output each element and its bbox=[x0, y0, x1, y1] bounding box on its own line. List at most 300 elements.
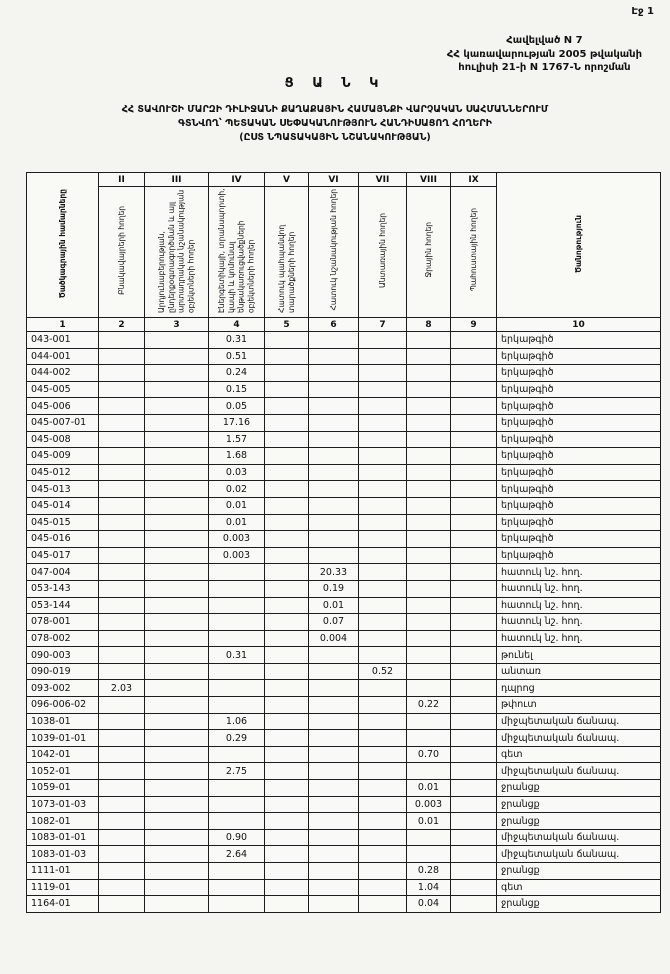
cell-note: երկաթգիծ bbox=[497, 348, 661, 365]
cell-area-value bbox=[309, 365, 359, 382]
cell-area-value bbox=[309, 481, 359, 498]
cell-area-value: 0.01 bbox=[309, 597, 359, 614]
header-romans-row bbox=[27, 173, 661, 187]
cell-area-value bbox=[265, 580, 309, 597]
cell-area-value bbox=[309, 464, 359, 481]
cell-area-value bbox=[99, 663, 145, 680]
cell-note: միջպետական ճանապ. bbox=[497, 713, 661, 730]
cell-area-value bbox=[359, 813, 407, 830]
cell-area-value bbox=[145, 564, 209, 581]
cell-area-value bbox=[209, 746, 265, 763]
cell-area-value bbox=[359, 763, 407, 780]
cell-area-value bbox=[309, 348, 359, 365]
cell-area-value bbox=[265, 879, 309, 896]
table-row bbox=[27, 398, 661, 415]
cell-area-value bbox=[265, 497, 309, 514]
table-row bbox=[27, 863, 661, 880]
cell-area-value bbox=[145, 365, 209, 382]
cell-parcel-code: 1111-01 bbox=[27, 863, 99, 880]
column-number-9: 9 bbox=[451, 318, 497, 332]
cell-area-value bbox=[209, 796, 265, 813]
cell-area-value: 2.03 bbox=[99, 680, 145, 697]
cell-area-value: 0.90 bbox=[209, 829, 265, 846]
cell-parcel-code: 078-001 bbox=[27, 614, 99, 631]
table-row bbox=[27, 514, 661, 531]
cell-note: երկաթգիծ bbox=[497, 448, 661, 465]
cell-area-value bbox=[209, 879, 265, 896]
cell-area-value bbox=[265, 547, 309, 564]
cell-area-value bbox=[99, 365, 145, 382]
cell-area-value: 1.57 bbox=[209, 431, 265, 448]
column-label-protected: Հատուկ պահպանվող տարածքների հողեր bbox=[276, 224, 296, 313]
cell-parcel-code: 045-012 bbox=[27, 464, 99, 481]
cell-area-value bbox=[407, 829, 451, 846]
cell-area-value bbox=[145, 580, 209, 597]
annex-line-1: Հավելված N 7 bbox=[506, 35, 583, 46]
cell-note: գետ bbox=[497, 746, 661, 763]
cell-area-value bbox=[265, 713, 309, 730]
cell-area-value bbox=[451, 813, 497, 830]
cell-area-value bbox=[265, 365, 309, 382]
cell-area-value bbox=[407, 497, 451, 514]
cell-note: միջպետական ճանապ. bbox=[497, 846, 661, 863]
cell-area-value bbox=[359, 879, 407, 896]
cell-area-value bbox=[145, 464, 209, 481]
cell-area-value: 0.003 bbox=[407, 796, 451, 813]
cell-area-value bbox=[407, 564, 451, 581]
table-row bbox=[27, 846, 661, 863]
cell-area-value bbox=[359, 547, 407, 564]
cell-area-value bbox=[309, 896, 359, 913]
table-row bbox=[27, 597, 661, 614]
cell-area-value bbox=[309, 448, 359, 465]
column-roman-ii: II bbox=[99, 173, 145, 187]
table-row bbox=[27, 431, 661, 448]
column-number-8: 8 bbox=[407, 318, 451, 332]
cell-area-value bbox=[265, 896, 309, 913]
cell-area-value: 0.15 bbox=[209, 381, 265, 398]
cell-area-value bbox=[145, 879, 209, 896]
cell-area-value bbox=[359, 796, 407, 813]
cell-area-value bbox=[145, 763, 209, 780]
cell-area-value bbox=[309, 531, 359, 548]
cell-area-value bbox=[145, 780, 209, 797]
cell-area-value bbox=[265, 663, 309, 680]
cell-area-value bbox=[309, 398, 359, 415]
table-row bbox=[27, 497, 661, 514]
cell-area-value bbox=[265, 647, 309, 664]
cell-area-value bbox=[145, 730, 209, 747]
cell-area-value bbox=[99, 580, 145, 597]
cell-parcel-code: 1038-01 bbox=[27, 713, 99, 730]
cell-area-value bbox=[99, 514, 145, 531]
cell-area-value bbox=[407, 332, 451, 349]
cell-area-value bbox=[309, 796, 359, 813]
cell-area-value bbox=[99, 763, 145, 780]
cell-area-value bbox=[265, 863, 309, 880]
cell-area-value bbox=[145, 381, 209, 398]
cell-area-value bbox=[407, 846, 451, 863]
cell-parcel-code: 045-005 bbox=[27, 381, 99, 398]
cell-area-value bbox=[407, 663, 451, 680]
cell-area-value bbox=[359, 398, 407, 415]
column-roman-vi: VI bbox=[309, 173, 359, 187]
cell-area-value bbox=[145, 514, 209, 531]
annex-reference bbox=[447, 34, 642, 75]
cell-area-value bbox=[407, 597, 451, 614]
cell-area-value bbox=[265, 332, 309, 349]
cell-parcel-code: 045-013 bbox=[27, 481, 99, 498]
cell-area-value bbox=[99, 564, 145, 581]
cell-area-value bbox=[451, 896, 497, 913]
cell-parcel-code: 1042-01 bbox=[27, 746, 99, 763]
column-header-residential bbox=[99, 187, 145, 318]
table-row bbox=[27, 365, 661, 382]
cell-parcel-code: 1039-01-01 bbox=[27, 730, 99, 747]
cell-area-value: 0.01 bbox=[209, 497, 265, 514]
cell-note: երկաթգիծ bbox=[497, 365, 661, 382]
cell-area-value bbox=[265, 829, 309, 846]
cell-area-value bbox=[451, 663, 497, 680]
cell-area-value bbox=[145, 398, 209, 415]
cell-area-value bbox=[309, 680, 359, 697]
subtitle-line-1: ՀՀ ՏԱՎՈՒՇԻ ՄԱՐԶԻ ԴԻԼԻՋԱՆԻ ՔԱՂԱՔԱՅԻՆ ՀԱՄԱՅՆՔԻ ՎԱՐՉԱԿԱՆ ՍԱՀՄԱՆՆԵՐՈՒՄ bbox=[121, 104, 549, 115]
cell-area-value bbox=[209, 697, 265, 714]
column-number-7: 7 bbox=[359, 318, 407, 332]
cell-area-value bbox=[99, 630, 145, 647]
cell-area-value bbox=[359, 332, 407, 349]
cell-area-value bbox=[265, 348, 309, 365]
cell-note: երկաթգիծ bbox=[497, 332, 661, 349]
cell-area-value bbox=[99, 332, 145, 349]
cell-parcel-code: 1083-01-01 bbox=[27, 829, 99, 846]
cell-area-value: 0.01 bbox=[407, 780, 451, 797]
cell-area-value bbox=[407, 580, 451, 597]
cell-note: ջրանցք bbox=[497, 863, 661, 880]
cell-area-value bbox=[451, 332, 497, 349]
column-header-reserve bbox=[451, 187, 497, 318]
cell-note: երկաթգիծ bbox=[497, 414, 661, 431]
column-header-codes bbox=[27, 173, 99, 318]
cell-area-value bbox=[145, 332, 209, 349]
cell-parcel-code: 096-006-02 bbox=[27, 697, 99, 714]
cell-area-value bbox=[407, 365, 451, 382]
cell-area-value bbox=[359, 630, 407, 647]
column-label-forest: Անտառային հողեր bbox=[377, 212, 387, 288]
cell-area-value bbox=[407, 398, 451, 415]
table-row bbox=[27, 531, 661, 548]
table-row bbox=[27, 763, 661, 780]
cell-area-value: 2.64 bbox=[209, 846, 265, 863]
table-row bbox=[27, 829, 661, 846]
cell-area-value bbox=[359, 746, 407, 763]
cell-area-value bbox=[309, 381, 359, 398]
cell-area-value: 17.16 bbox=[209, 414, 265, 431]
cell-area-value bbox=[451, 580, 497, 597]
cell-area-value bbox=[265, 448, 309, 465]
cell-area-value bbox=[265, 531, 309, 548]
cell-area-value bbox=[145, 630, 209, 647]
cell-area-value bbox=[407, 763, 451, 780]
column-header-industrial bbox=[145, 187, 209, 318]
cell-note: ջրանցք bbox=[497, 796, 661, 813]
land-parcels-table bbox=[26, 172, 661, 913]
cell-area-value bbox=[265, 514, 309, 531]
cell-area-value bbox=[309, 780, 359, 797]
column-roman-v: V bbox=[265, 173, 309, 187]
cell-area-value bbox=[407, 414, 451, 431]
table-row bbox=[27, 464, 661, 481]
column-label-special: Հատուկ նշանակության հողեր bbox=[328, 189, 338, 311]
cell-area-value bbox=[451, 564, 497, 581]
column-roman-viii: VIII bbox=[407, 173, 451, 187]
cell-area-value bbox=[359, 348, 407, 365]
cell-area-value bbox=[99, 531, 145, 548]
table-row bbox=[27, 713, 661, 730]
cell-parcel-code: 1164-01 bbox=[27, 896, 99, 913]
cell-area-value bbox=[265, 680, 309, 697]
cell-area-value bbox=[209, 564, 265, 581]
cell-area-value bbox=[99, 829, 145, 846]
cell-area-value bbox=[309, 514, 359, 531]
cell-area-value bbox=[265, 746, 309, 763]
cell-parcel-code: 045-015 bbox=[27, 514, 99, 531]
cell-note: հատուկ նշ. հող. bbox=[497, 614, 661, 631]
cell-note: ջրանցք bbox=[497, 896, 661, 913]
cell-area-value bbox=[145, 697, 209, 714]
cell-parcel-code: 047-004 bbox=[27, 564, 99, 581]
cell-area-value bbox=[99, 398, 145, 415]
cell-area-value bbox=[99, 614, 145, 631]
cell-area-value bbox=[451, 597, 497, 614]
cell-area-value bbox=[265, 481, 309, 498]
column-number-4: 4 bbox=[209, 318, 265, 332]
cell-area-value bbox=[99, 464, 145, 481]
cell-area-value bbox=[359, 481, 407, 498]
column-roman-vii: VII bbox=[359, 173, 407, 187]
cell-area-value bbox=[451, 829, 497, 846]
cell-note: երկաթգիծ bbox=[497, 547, 661, 564]
cell-area-value bbox=[407, 481, 451, 498]
cell-area-value bbox=[145, 647, 209, 664]
cell-area-value bbox=[359, 730, 407, 747]
column-label-water: Ջրային հողեր bbox=[423, 222, 433, 278]
cell-area-value bbox=[359, 697, 407, 714]
cell-area-value bbox=[99, 796, 145, 813]
cell-area-value bbox=[359, 497, 407, 514]
cell-parcel-code: 045-014 bbox=[27, 497, 99, 514]
cell-area-value bbox=[145, 448, 209, 465]
annex-line-2: ՀՀ կառավարության 2005 թվականի bbox=[446, 48, 642, 60]
cell-area-value bbox=[407, 680, 451, 697]
cell-area-value bbox=[309, 497, 359, 514]
cell-area-value bbox=[309, 863, 359, 880]
cell-area-value bbox=[451, 863, 497, 880]
cell-area-value bbox=[309, 813, 359, 830]
cell-area-value bbox=[451, 796, 497, 813]
cell-area-value bbox=[451, 697, 497, 714]
cell-note: երկաթգիծ bbox=[497, 531, 661, 548]
cell-area-value bbox=[265, 597, 309, 614]
cell-area-value bbox=[451, 547, 497, 564]
cell-area-value bbox=[309, 414, 359, 431]
cell-area-value bbox=[309, 879, 359, 896]
cell-area-value: 0.04 bbox=[407, 896, 451, 913]
cell-note: երկաթգիծ bbox=[497, 481, 661, 498]
cell-area-value bbox=[145, 829, 209, 846]
table-row bbox=[27, 381, 661, 398]
cell-area-value: 0.01 bbox=[209, 514, 265, 531]
cell-note: միջպետական ճանապ. bbox=[497, 763, 661, 780]
cell-area-value: 2.75 bbox=[209, 763, 265, 780]
cell-area-value bbox=[145, 813, 209, 830]
cell-parcel-code: 1073-01-03 bbox=[27, 796, 99, 813]
cell-note: երկաթգիծ bbox=[497, 464, 661, 481]
table-body bbox=[27, 332, 661, 913]
table-row bbox=[27, 896, 661, 913]
column-header-water bbox=[407, 187, 451, 318]
cell-note: հատուկ նշ. հող. bbox=[497, 630, 661, 647]
cell-area-value bbox=[145, 796, 209, 813]
cell-area-value bbox=[309, 746, 359, 763]
column-roman-iii: III bbox=[145, 173, 209, 187]
cell-area-value bbox=[451, 448, 497, 465]
cell-area-value bbox=[359, 647, 407, 664]
cell-area-value bbox=[309, 829, 359, 846]
cell-parcel-code: 045-017 bbox=[27, 547, 99, 564]
cell-area-value bbox=[407, 713, 451, 730]
cell-area-value: 0.05 bbox=[209, 398, 265, 415]
cell-area-value: 0.003 bbox=[209, 547, 265, 564]
cell-parcel-code: 045-008 bbox=[27, 431, 99, 448]
cell-parcel-code: 1059-01 bbox=[27, 780, 99, 797]
cell-area-value bbox=[359, 531, 407, 548]
column-number-10: 10 bbox=[497, 318, 661, 332]
document-subtitle bbox=[0, 103, 670, 144]
cell-parcel-code: 078-002 bbox=[27, 630, 99, 647]
column-header-forest bbox=[359, 187, 407, 318]
cell-note: ջրանցք bbox=[497, 813, 661, 830]
column-number-5: 5 bbox=[265, 318, 309, 332]
column-header-notes bbox=[497, 173, 661, 318]
cell-area-value: 0.02 bbox=[209, 481, 265, 498]
annex-line-3: հուլիսի 21-ի N 1767-Ն որոշման bbox=[458, 62, 631, 73]
cell-area-value bbox=[265, 414, 309, 431]
cell-area-value bbox=[407, 464, 451, 481]
cell-area-value bbox=[407, 647, 451, 664]
cell-parcel-code: 044-002 bbox=[27, 365, 99, 382]
cell-area-value bbox=[451, 713, 497, 730]
table-row bbox=[27, 680, 661, 697]
column-number-6: 6 bbox=[309, 318, 359, 332]
cell-area-value bbox=[99, 846, 145, 863]
column-number-3: 3 bbox=[145, 318, 209, 332]
cell-area-value bbox=[359, 863, 407, 880]
cell-area-value bbox=[359, 464, 407, 481]
cell-area-value: 0.70 bbox=[407, 746, 451, 763]
cell-area-value bbox=[309, 663, 359, 680]
cell-area-value bbox=[145, 597, 209, 614]
cell-parcel-code: 043-001 bbox=[27, 332, 99, 349]
cell-area-value bbox=[209, 863, 265, 880]
cell-area-value bbox=[145, 614, 209, 631]
cell-area-value bbox=[407, 547, 451, 564]
cell-area-value bbox=[265, 630, 309, 647]
cell-area-value bbox=[99, 414, 145, 431]
cell-area-value bbox=[145, 713, 209, 730]
cell-area-value bbox=[99, 896, 145, 913]
cell-area-value bbox=[99, 431, 145, 448]
cell-area-value: 0.19 bbox=[309, 580, 359, 597]
cell-parcel-code: 045-009 bbox=[27, 448, 99, 465]
cell-area-value bbox=[451, 763, 497, 780]
subtitle-line-3: (ԸՍՏ ՆՊԱՏԱԿԱՅԻՆ ՆՇԱՆԱԿՈՒԹՅԱՆ) bbox=[239, 131, 431, 143]
cell-area-value bbox=[145, 431, 209, 448]
cell-area-value bbox=[145, 746, 209, 763]
cell-area-value bbox=[451, 365, 497, 382]
cell-area-value bbox=[99, 448, 145, 465]
cell-area-value bbox=[359, 381, 407, 398]
table-row bbox=[27, 630, 661, 647]
cell-area-value bbox=[265, 780, 309, 797]
cell-area-value bbox=[265, 431, 309, 448]
cell-area-value bbox=[99, 481, 145, 498]
table-row bbox=[27, 730, 661, 747]
cell-area-value bbox=[451, 531, 497, 548]
cell-note: երկաթգիծ bbox=[497, 514, 661, 531]
cell-area-value bbox=[359, 896, 407, 913]
cell-parcel-code: 044-001 bbox=[27, 348, 99, 365]
cell-area-value: 1.06 bbox=[209, 713, 265, 730]
cell-note: դպրոց bbox=[497, 680, 661, 697]
document-title: Ց Ա Ն Կ bbox=[284, 76, 386, 91]
cell-area-value bbox=[451, 680, 497, 697]
cell-area-value: 20.33 bbox=[309, 564, 359, 581]
cell-parcel-code: 1052-01 bbox=[27, 763, 99, 780]
table-row bbox=[27, 879, 661, 896]
cell-area-value bbox=[451, 846, 497, 863]
cell-area-value bbox=[451, 381, 497, 398]
table-row bbox=[27, 697, 661, 714]
cell-area-value bbox=[145, 863, 209, 880]
cell-note: հատուկ նշ. հող. bbox=[497, 564, 661, 581]
cell-note: թունել bbox=[497, 647, 661, 664]
cell-area-value bbox=[99, 597, 145, 614]
cell-area-value: 0.28 bbox=[407, 863, 451, 880]
cell-note: գետ bbox=[497, 879, 661, 896]
cell-area-value: 0.31 bbox=[209, 647, 265, 664]
cell-area-value bbox=[99, 547, 145, 564]
cell-area-value bbox=[451, 431, 497, 448]
cell-area-value bbox=[309, 647, 359, 664]
table-row bbox=[27, 414, 661, 431]
cell-area-value bbox=[99, 381, 145, 398]
cell-area-value bbox=[309, 730, 359, 747]
cell-area-value bbox=[209, 780, 265, 797]
cell-area-value bbox=[451, 481, 497, 498]
cell-area-value bbox=[359, 580, 407, 597]
cell-area-value bbox=[309, 713, 359, 730]
cell-area-value bbox=[359, 448, 407, 465]
cell-area-value bbox=[99, 497, 145, 514]
cell-area-value bbox=[145, 846, 209, 863]
cell-area-value bbox=[359, 431, 407, 448]
page-number: Էջ 1 bbox=[631, 6, 654, 17]
column-header-protected bbox=[265, 187, 309, 318]
cell-parcel-code: 1119-01 bbox=[27, 879, 99, 896]
cell-area-value bbox=[209, 630, 265, 647]
cell-area-value bbox=[209, 597, 265, 614]
